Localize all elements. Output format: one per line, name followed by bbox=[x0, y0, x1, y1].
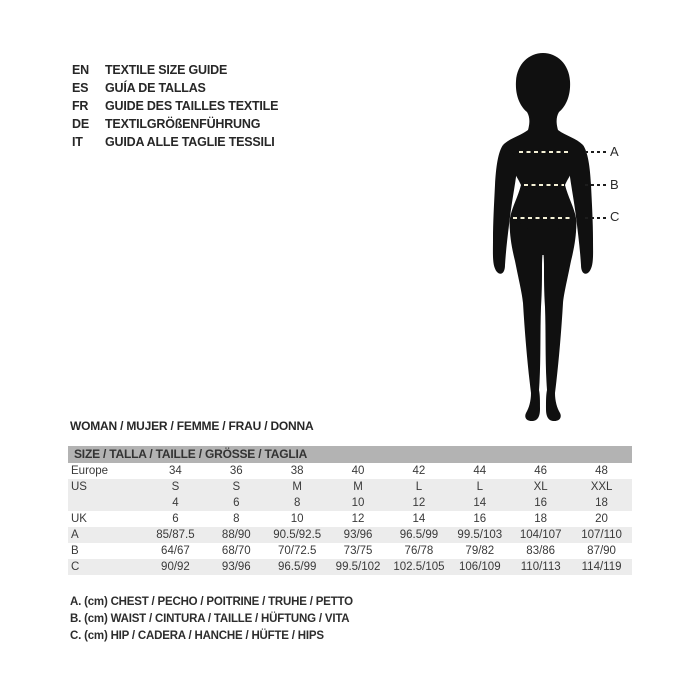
language-row bbox=[72, 97, 278, 115]
table-cell: 12 bbox=[412, 497, 426, 509]
table-row bbox=[68, 495, 632, 511]
table-cell: 106/109 bbox=[459, 561, 501, 573]
table-cell: 46 bbox=[534, 465, 548, 477]
table-cell: 104/107 bbox=[519, 529, 562, 541]
table-cell: 16 bbox=[473, 513, 487, 525]
language-label: GUÍA DE TALLAS bbox=[105, 81, 206, 95]
table-cell: XL bbox=[533, 481, 548, 493]
table-cell: M bbox=[353, 481, 363, 493]
table-cell: 70/72.5 bbox=[278, 545, 317, 557]
table-row bbox=[68, 511, 632, 527]
table-cell: 16 bbox=[534, 497, 548, 509]
table-cell: 96.5/99 bbox=[399, 529, 439, 541]
measurement-label-b: B bbox=[610, 177, 619, 192]
table-cell: 6 bbox=[172, 513, 179, 525]
table-row-label: UK bbox=[71, 513, 87, 525]
table-cell: 8 bbox=[233, 513, 240, 525]
table-cell: M bbox=[292, 481, 302, 493]
silhouette-left-leg bbox=[510, 218, 543, 421]
gender-title: WOMAN / MUJER / FEMME / FRAU / DONNA bbox=[70, 419, 314, 433]
table-row-label bbox=[68, 495, 145, 511]
table-row-label: Europe bbox=[71, 465, 109, 477]
table-cell: 96.5/99 bbox=[278, 561, 317, 573]
table-row-label: B bbox=[71, 545, 79, 557]
table-row bbox=[68, 543, 632, 559]
language-row bbox=[72, 79, 278, 97]
table-cell: 90.5/92.5 bbox=[273, 529, 322, 541]
table-cell: 110/113 bbox=[520, 561, 561, 573]
table-cell: 14 bbox=[473, 497, 487, 509]
measurement-label-c: C bbox=[610, 209, 620, 224]
table-cell: 85/87.5 bbox=[156, 529, 195, 541]
table-cell: XXL bbox=[590, 481, 613, 493]
table-cell: 12 bbox=[351, 513, 365, 525]
table-cell: 18 bbox=[534, 513, 548, 525]
table-cell: 107/110 bbox=[581, 529, 622, 541]
table-cell: S bbox=[171, 481, 180, 493]
table-cell: 14 bbox=[412, 513, 426, 525]
table-cell: 99.5/103 bbox=[457, 529, 503, 541]
table-cell: 93/96 bbox=[221, 561, 251, 573]
language-code: FR bbox=[72, 99, 89, 113]
table-cell: 38 bbox=[290, 465, 304, 477]
table-cell: 64/67 bbox=[161, 545, 190, 557]
measurement-label-a: A bbox=[610, 144, 619, 159]
legend-line: A. (cm) CHEST / PECHO / POITRINE / TRUHE / PETTO bbox=[70, 596, 353, 608]
language-code: IT bbox=[72, 135, 83, 149]
size-table-header: SIZE / TALLA / TAILLE / GRÖSSE / TAGLIA bbox=[68, 446, 632, 463]
language-code: EN bbox=[72, 63, 89, 77]
table-cell: 34 bbox=[169, 465, 182, 477]
table-cell: 40 bbox=[351, 465, 365, 477]
silhouette-right-leg bbox=[543, 218, 576, 421]
table-row-label: A bbox=[71, 529, 79, 541]
table-row-label: US bbox=[71, 481, 87, 493]
table-cell: 68/70 bbox=[221, 545, 251, 557]
table-row-label: C bbox=[71, 561, 80, 573]
language-row bbox=[72, 133, 278, 151]
table-cell: S bbox=[232, 481, 241, 493]
table-cell: 6 bbox=[233, 497, 240, 509]
table-cell: 73/75 bbox=[343, 545, 373, 557]
table-cell: 10 bbox=[351, 497, 365, 509]
table-cell: 87/90 bbox=[587, 545, 616, 557]
table-row bbox=[68, 559, 632, 575]
table-row bbox=[68, 463, 632, 479]
language-label: TEXTILE SIZE GUIDE bbox=[105, 63, 228, 77]
language-code: DE bbox=[72, 117, 89, 131]
language-row bbox=[72, 115, 278, 133]
table-cell: 114/119 bbox=[581, 561, 622, 573]
size-table-rows bbox=[68, 463, 632, 575]
table-cell: 44 bbox=[473, 465, 487, 477]
table-row bbox=[68, 527, 632, 543]
language-code: ES bbox=[72, 81, 89, 95]
woman-silhouette bbox=[455, 45, 700, 437]
legend-list bbox=[70, 594, 353, 645]
table-cell: 18 bbox=[595, 497, 608, 509]
table-cell: 20 bbox=[595, 513, 608, 525]
table-cell: 90/92 bbox=[161, 561, 190, 573]
language-list bbox=[72, 61, 278, 151]
language-label: GUIDE DES TAILLES TEXTILE bbox=[105, 99, 279, 113]
language-label: TEXTILGRÖßENFÜHRUNG bbox=[105, 117, 261, 131]
table-row bbox=[68, 479, 632, 495]
legend-line: C. (cm) HIP / CADERA / HANCHE / HÜFTE / HIPS bbox=[70, 630, 324, 642]
table-cell: 4 bbox=[172, 497, 179, 509]
table-cell: 88/90 bbox=[221, 529, 251, 541]
table-cell: L bbox=[415, 481, 423, 493]
table-cell: 79/82 bbox=[465, 545, 495, 557]
table-cell: 93/96 bbox=[343, 529, 373, 541]
table-cell: 76/78 bbox=[404, 545, 434, 557]
table-cell: 42 bbox=[412, 465, 426, 477]
table-cell: 36 bbox=[229, 465, 243, 477]
legend-line: B. (cm) WAIST / CINTURA / TAILLE / HÜFTUNG / VITA bbox=[70, 613, 350, 625]
table-cell: 10 bbox=[290, 513, 304, 525]
table-cell: 102.5/105 bbox=[393, 561, 445, 573]
size-table bbox=[68, 446, 632, 575]
table-cell: 99.5/102 bbox=[335, 561, 381, 573]
table-cell: 8 bbox=[293, 497, 301, 509]
table-cell: 83/86 bbox=[526, 545, 556, 557]
language-label: GUIDA ALLE TAGLIE TESSILI bbox=[105, 135, 275, 149]
table-cell: L bbox=[476, 481, 484, 493]
language-row bbox=[72, 61, 278, 79]
table-cell: 48 bbox=[595, 465, 608, 477]
